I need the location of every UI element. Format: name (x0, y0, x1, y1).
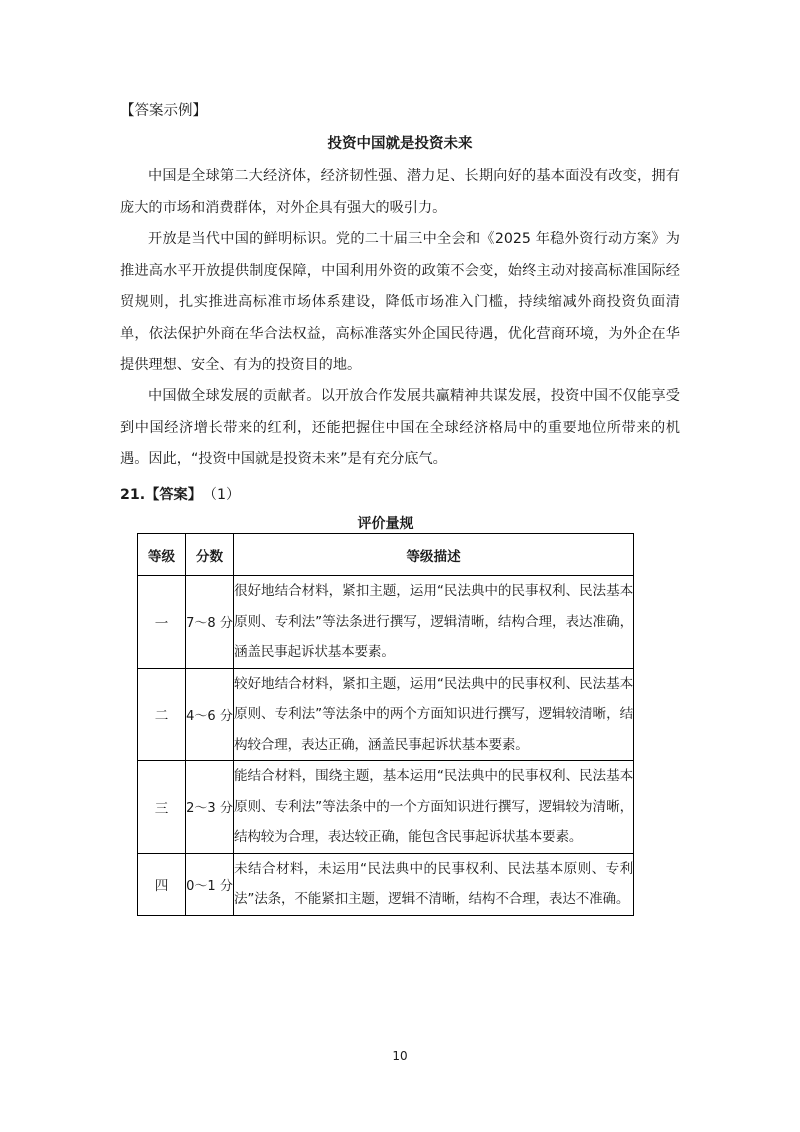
header-level: 等级 (138, 534, 186, 576)
description-cell: 较好地结合材料，紧扣主题，运用“民法典中的民事权利、民法基本原则、专利法”等法条中的两个方面知识进行撰写，逻辑较清晰，结构较合理，表达正确，涵盖民事起诉状基本要素。 (234, 668, 634, 761)
description-cell: 未结合材料，未运用“民法典中的民事权利、民法基本原则、专利法”法条，不能紧扣主题，逻辑不清晰，结构不合理，表达不准确。 (234, 853, 634, 915)
score-cell: 2～3 分 (186, 761, 234, 854)
essay-title: 投资中国就是投资未来 (327, 136, 473, 152)
rubric-table (137, 533, 634, 916)
level-cell: 三 (138, 761, 186, 854)
level-cell: 一 (138, 576, 186, 669)
score-cell: 0～1 分 (186, 853, 234, 915)
description-cell: 很好地结合材料，紧扣主题，运用“民法典中的民事权利、民法基本原则、专利法”等法条进行撰写，逻辑清晰，结构合理，表达准确，涵盖民事起诉状基本要素。 (234, 576, 634, 669)
essay-paragraph-2: 开放是当代中国的鲜明标识。党的二十届三中全会和《2025 年稳外资行动方案》为推进高水平开放提供制度保障，中国利用外资的政策不会变，始终主动对接高标准国际经贸规则，扎实推进高标准市场体系建设，降低市场准入门槛，持续缩减外商投资负面清单，依法保护外商在华合法权益，高标准落实外企国民待遇，优化营商环境，为外企在华提供理想、安全、有为的投资目的地。 (120, 231, 680, 373)
rubric-row (138, 761, 634, 854)
score-cell: 4～6 分 (186, 668, 234, 761)
level-cell: 四 (138, 853, 186, 915)
answer-label: 【答案】 (145, 487, 202, 503)
rubric-row (138, 853, 634, 915)
level-cell: 二 (138, 668, 186, 761)
page-number: 10 (392, 1049, 408, 1063)
header-score: 分数 (186, 534, 234, 576)
rubric-caption: 评价量规 (357, 516, 414, 532)
rubric-header-row (138, 534, 634, 576)
section-label: 【答案示例】 (120, 103, 207, 119)
essay-paragraph-1: 中国是全球第二大经济体，经济韧性强、潜力足、长期向好的基本面没有改变，拥有庞大的市场和消费群体，对外企具有强大的吸引力。 (120, 168, 680, 216)
rubric-row (138, 576, 634, 669)
essay-paragraph-3: 中国做全球发展的贡献者。以开放合作发展共赢精神共谋发展，投资中国不仅能享受到中国经济增长带来的红利，还能把握住中国在全球经济格局中的重要地位所带来的机遇。因此，“投资中国就是投资未来”是有充分底气。 (120, 388, 680, 467)
rubric-row (138, 668, 634, 761)
answer-heading (120, 485, 240, 505)
answer-subpart: （1） (209, 487, 241, 503)
description-cell: 能结合材料，围绕主题，基本运用“民法典中的民事权利、民法基本原则、专利法”等法条中的一个方面知识进行撰写，逻辑较为清晰，结构较为合理，表达较正确，能包含民事起诉状基本要素。 (234, 761, 634, 854)
score-cell: 7～8 分 (186, 576, 234, 669)
question-number: 21. (120, 487, 146, 503)
header-description: 等级描述 (234, 534, 634, 576)
